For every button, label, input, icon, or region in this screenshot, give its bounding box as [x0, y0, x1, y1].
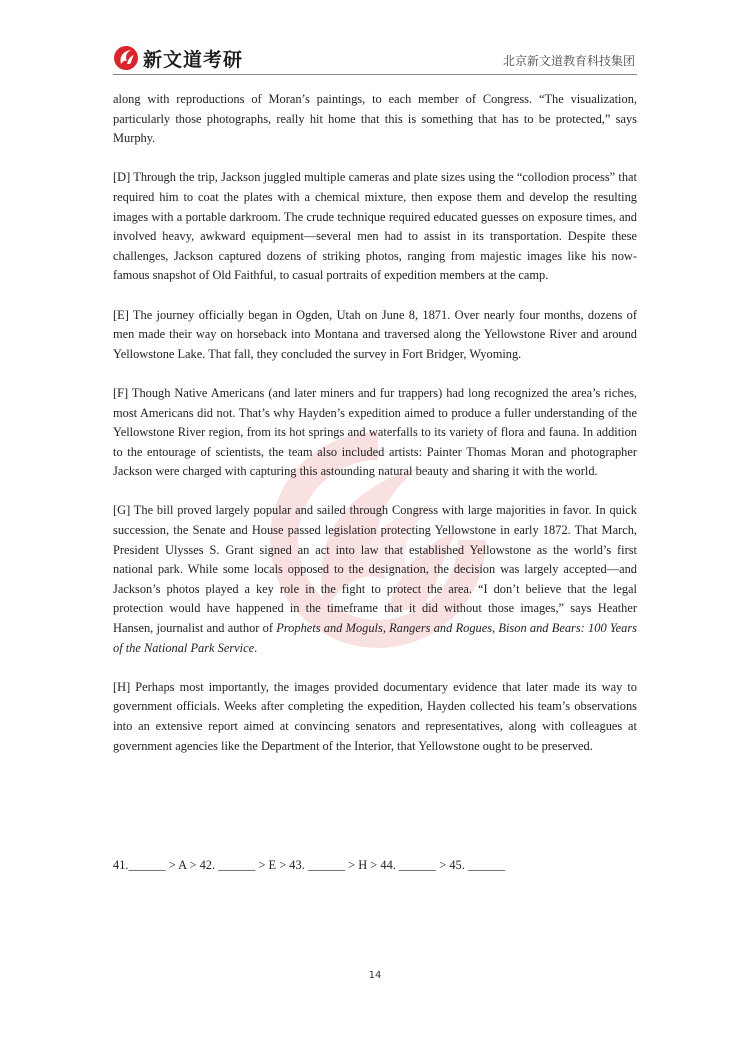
paragraph-h: [H] Perhaps most importantly, the images provided documentary evidence that later made its way to government officials. Weeks after completing the expedition, Hayden collected his team’s observations into an extensive report aimed at convincing senators and representatives, along with colleagues at government agencies like the Department of the Interior, that Yellowstone ought to be preserved. [113, 679, 637, 753]
paragraph-g [113, 501, 637, 658]
paragraph-continued: along with reproductions of Moran’s paintings, to each member of Congress. “The visualization, particularly those photographs, really hit home that this is something that has to be protected,” says Murphy. [113, 92, 637, 146]
paragraph-f: [F] Though Native Americans (and later miners and fur trappers) had long recognized the area’s riches, most Americans did not. That’s why Hayden’s expedition aimed to produce a fuller understanding of the Yellowstone River region, from its hot springs and waterfalls to its variety of flora and fauna. In addition to the entourage of scientists, the team also included artists: Painter Thomas Moran and photographer Jackson were charged with capturing this astounding natural beauty and sharing it with the world. [113, 385, 637, 479]
phoenix-logo-icon [113, 45, 139, 71]
page-number: 14 [368, 970, 382, 981]
book-title: Prophets and Moguls, Rangers and Rogues, Bison and Bears: 100 Years of the National Park Service [113, 621, 637, 655]
answer-sequence: 41.______ > A > 42. ______ > E > 43. ______ > H > 44. ______ > 45. ______ [113, 858, 506, 872]
brand-logo [113, 44, 243, 72]
paragraph-d: [D] Through the trip, Jackson juggled multiple cameras and plate sizes using the “collodion process” that required him to coat the plates with a chemical mixture, then expose them and develop the resulting images with a portable darkroom. The crude technique required educated guesses on exposure times, and involved heavy, awkward equipment—several men had to assist in its transportation. Despite these challenges, Jackson captured dozens of striking photos, ranging from majestic images like his now-famous snapshot of Old Faithful, to casual portraits of expedition members at the camp. [113, 170, 637, 283]
passage-body [113, 90, 637, 776]
paragraph-g-end: . [254, 640, 258, 655]
page-header [113, 42, 637, 75]
paragraph-g-text: [G] The bill proved largely popular and sailed through Congress with large majorities in favor. In quick succession, the Senate and House passed legislation protecting Yellowstone in early 1872. That March, President Ulysses S. Grant signed an act into law that established Yellowstone as the world’s first national park. While some locals opposed to the designation, the decision was largely accepted—and Jackson’s photos played a key role in the fight to protect the area. “I don’t believe that the legal protection would have happened in the timeframe that it did without those images,” says Heather Hansen, journalist and author of [113, 503, 637, 636]
brand-name: 新文道考研 [143, 48, 244, 71]
paragraph-e: [E] The journey officially began in Ogden, Utah on June 8, 1871. Over nearly four months, dozens of men made their way on horseback into Montana and traversed along the Yellowstone River and around Yellowstone Lake. That fall, they concluded the survey in Fort Bridger, Wyoming. [113, 307, 637, 361]
company-name: 北京新文道教育科技集团 [502, 54, 635, 68]
